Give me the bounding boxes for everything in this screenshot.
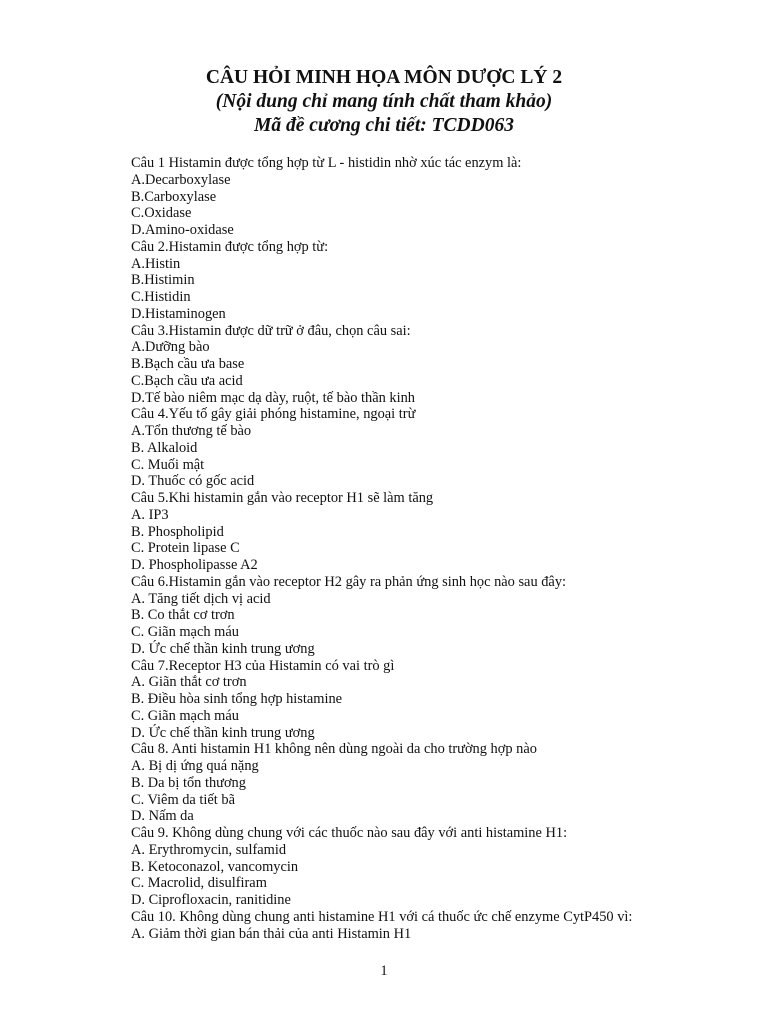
- question-text: Câu 2.Histamin được tổng hợp từ:: [131, 238, 329, 255]
- answer-option: D.Amino-oxidase: [131, 222, 234, 238]
- question-block: [131, 323, 751, 407]
- answer-option: B. Phospholipid: [131, 523, 224, 540]
- answer-option: B.Histimin: [131, 272, 195, 289]
- answer-option: C.Oxidase: [131, 205, 192, 222]
- answer-option: A. Bị dị ứng quá nặng: [131, 758, 259, 774]
- answer-option: D. Ức chế thần kinh trung ương: [131, 724, 315, 741]
- document-title: CÂU HỎI MINH HỌA MÔN DƯỢC LÝ 2: [205, 67, 563, 88]
- answer-option: B. Ketoconazol, vancomycin: [131, 858, 299, 875]
- answer-option: C. Giãn mạch máu: [131, 707, 239, 724]
- answer-option: B. Điều hòa sinh tổng hợp histamine: [131, 691, 343, 707]
- answer-option: B. Alkaloid: [131, 439, 198, 456]
- answer-option: A.Decarboxylase: [131, 171, 231, 188]
- answer-option: B.Carboxylase: [131, 188, 217, 205]
- question-block: [131, 574, 751, 658]
- answer-option: A. Giảm thời gian bán thải của anti Histamin H1: [131, 925, 412, 942]
- answer-option: A. Tăng tiết dịch vị acid: [131, 590, 271, 607]
- answer-option: B. Da bị tổn thương: [131, 774, 246, 791]
- question-block: [131, 490, 751, 574]
- answer-option: A.Tổn thương tế bào: [131, 423, 252, 439]
- question-block: [131, 239, 751, 323]
- answer-option: A. IP3: [131, 506, 169, 523]
- answer-option: B.Bạch cầu ưa base: [131, 356, 245, 372]
- answer-option: D.Tế bào niêm mạc dạ dày, ruột, tế bào thần kinh: [131, 389, 415, 406]
- course-code: Mã đề cương chi tiết: TCDD063: [254, 115, 514, 136]
- answer-option: B. Co thắt cơ trơn: [131, 607, 235, 624]
- answer-option: D. Ức chế thần kinh trung ương: [131, 640, 315, 657]
- question-text: Câu 5.Khi histamin gắn vào receptor H1 sẽ làm tăng: [131, 490, 434, 506]
- question-block: [131, 909, 751, 943]
- answer-option: C. Viêm da tiết bã: [131, 791, 235, 808]
- question-text: Câu 8. Anti histamin H1 không nên dùng ngoài da cho trường hợp nào: [131, 741, 537, 758]
- answer-option: A. Giãn thắt cơ trơn: [131, 674, 247, 691]
- answer-option: D. Ciprofloxacin, ranitidine: [131, 892, 291, 908]
- question-text: Câu 7.Receptor H3 của Histamin có vai trò gì: [131, 657, 395, 674]
- document-header: [0, 66, 768, 138]
- answer-option: C.Bạch cầu ưa acid: [131, 372, 243, 389]
- answer-option: A.Dưỡng bào: [131, 339, 210, 356]
- answer-option: C. Protein lipase C: [131, 540, 240, 557]
- question-block: [131, 406, 751, 490]
- answer-option: C.Histidin: [131, 289, 191, 305]
- answer-option: A.Histin: [131, 255, 181, 272]
- question-block: [131, 155, 751, 239]
- question-text: Câu 6.Histamin gắn vào receptor H2 gây ra phản ứng sinh học nào sau đây:: [131, 573, 567, 590]
- answer-option: D.Histaminogen: [131, 305, 226, 322]
- question-text: Câu 3.Histamin được dữ trữ ở đâu, chọn câu sai:: [131, 322, 411, 339]
- answer-option: D. Phospholipasse A2: [131, 557, 258, 573]
- answer-option: C. Muối mật: [131, 456, 205, 473]
- question-text: Câu 10. Không dùng chung anti histamine H1 với cá thuốc ức chế enzyme CytP450 vì:: [131, 908, 633, 925]
- question-block: [131, 658, 751, 742]
- document-subtitle: (Nội dung chỉ mang tính chất tham khảo): [215, 91, 553, 112]
- question-list: [131, 155, 751, 942]
- page-number: 1: [380, 963, 388, 979]
- question-block: [131, 741, 751, 825]
- answer-option: C. Giãn mạch máu: [131, 624, 239, 640]
- answer-option: D. Thuốc có gốc acid: [131, 473, 255, 490]
- question-text: Câu 4.Yếu tố gây giải phóng histamine, ngoại trừ: [131, 406, 416, 423]
- question-text: Câu 9. Không dùng chung với các thuốc nào sau đây với anti histamine H1:: [131, 825, 568, 841]
- question-block: [131, 825, 751, 909]
- answer-option: D. Nấm da: [131, 808, 194, 825]
- question-text: Câu 1 Histamin được tổng hợp từ L - histidin nhờ xúc tác enzym là:: [131, 155, 522, 171]
- answer-option: A. Erythromycin, sulfamid: [131, 841, 287, 858]
- answer-option: C. Macrolid, disulfiram: [131, 875, 267, 892]
